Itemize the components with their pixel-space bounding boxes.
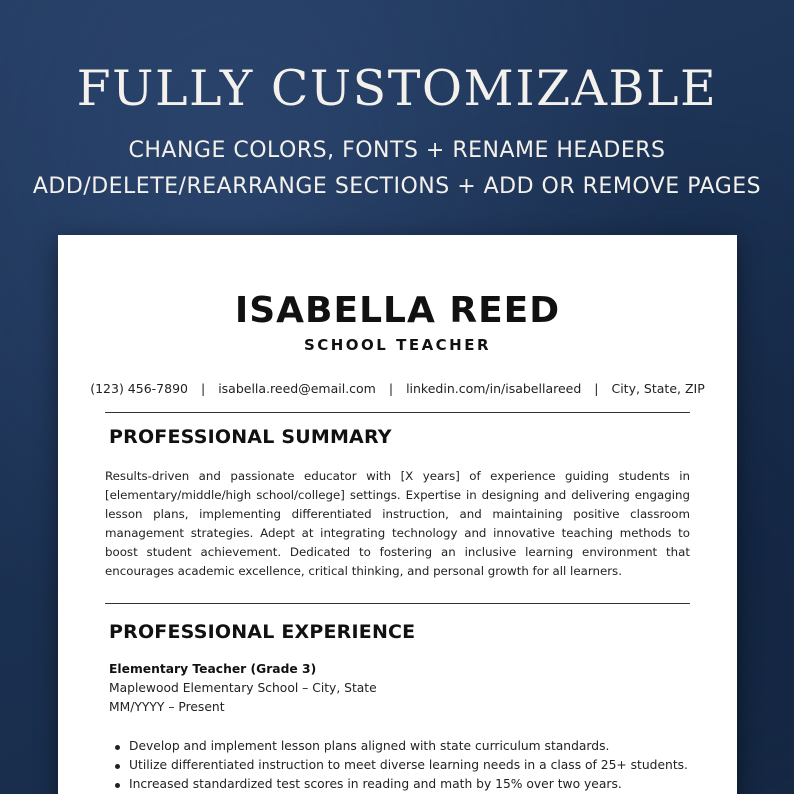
contact-line xyxy=(58,381,737,396)
bullet-text: Utilize differentiated instruction to meet diverse learning needs in a class of 25+ students. xyxy=(129,758,688,772)
contact-phone: (123) 456-7890 xyxy=(90,381,188,396)
contact-separator: | xyxy=(388,381,394,396)
bullet-icon xyxy=(115,745,120,750)
divider xyxy=(105,412,690,413)
summary-heading: PROFESSIONAL SUMMARY xyxy=(109,426,392,448)
promo-subtitle-line-1: CHANGE COLORS, FONTS + RENAME HEADERS xyxy=(128,138,666,163)
list-item xyxy=(109,737,689,756)
contact-location: City, State, ZIP xyxy=(611,381,705,396)
contact-separator: | xyxy=(594,381,599,396)
role-dates: MM/YYYY – Present xyxy=(109,700,225,714)
bullet-text: Increased standardized test scores in reading and math by 15% over two years. xyxy=(129,777,622,791)
role-employer: Maplewood Elementary School – City, State xyxy=(109,681,377,695)
promo-subtitle-line-2: ADD/DELETE/REARRANGE SECTIONS + ADD OR REMOVE PAGES xyxy=(32,174,762,199)
contact-linkedin: linkedin.com/in/isabellareed xyxy=(406,381,582,396)
contact-email: isabella.reed@email.com xyxy=(218,381,376,396)
list-item xyxy=(109,775,689,794)
resume-page xyxy=(58,235,737,794)
role-title: Elementary Teacher (Grade 3) xyxy=(109,662,317,676)
experience-heading: PROFESSIONAL EXPERIENCE xyxy=(109,621,416,643)
bullet-icon xyxy=(115,783,120,788)
resume-name: ISABELLA REED xyxy=(234,290,561,331)
summary-text: Results-driven and passionate educator with [X years] of experience guiding students in [elementary/middle/high school/college] settings. Expertise in designing and delivering engaging lesson plans, implementing differentiated instruction, and maintaining positive classroom management strategies. Adept at integrating technology and innovative teaching methods to boost student achievement. Dedicated to fostering an inclusive learning environment that encourages academic excellence, critical thinking, and personal growth for all learners. xyxy=(105,469,690,578)
bullet-icon xyxy=(115,764,120,769)
divider xyxy=(105,603,690,604)
bullet-text: Develop and implement lesson plans aligned with state curriculum standards. xyxy=(129,739,610,753)
promo-title: FULLY CUSTOMIZABLE xyxy=(76,60,718,117)
list-item xyxy=(109,756,689,775)
contact-separator: | xyxy=(200,381,206,396)
experience-bullets xyxy=(109,737,689,794)
resume-job-title: SCHOOL TEACHER xyxy=(303,336,492,354)
